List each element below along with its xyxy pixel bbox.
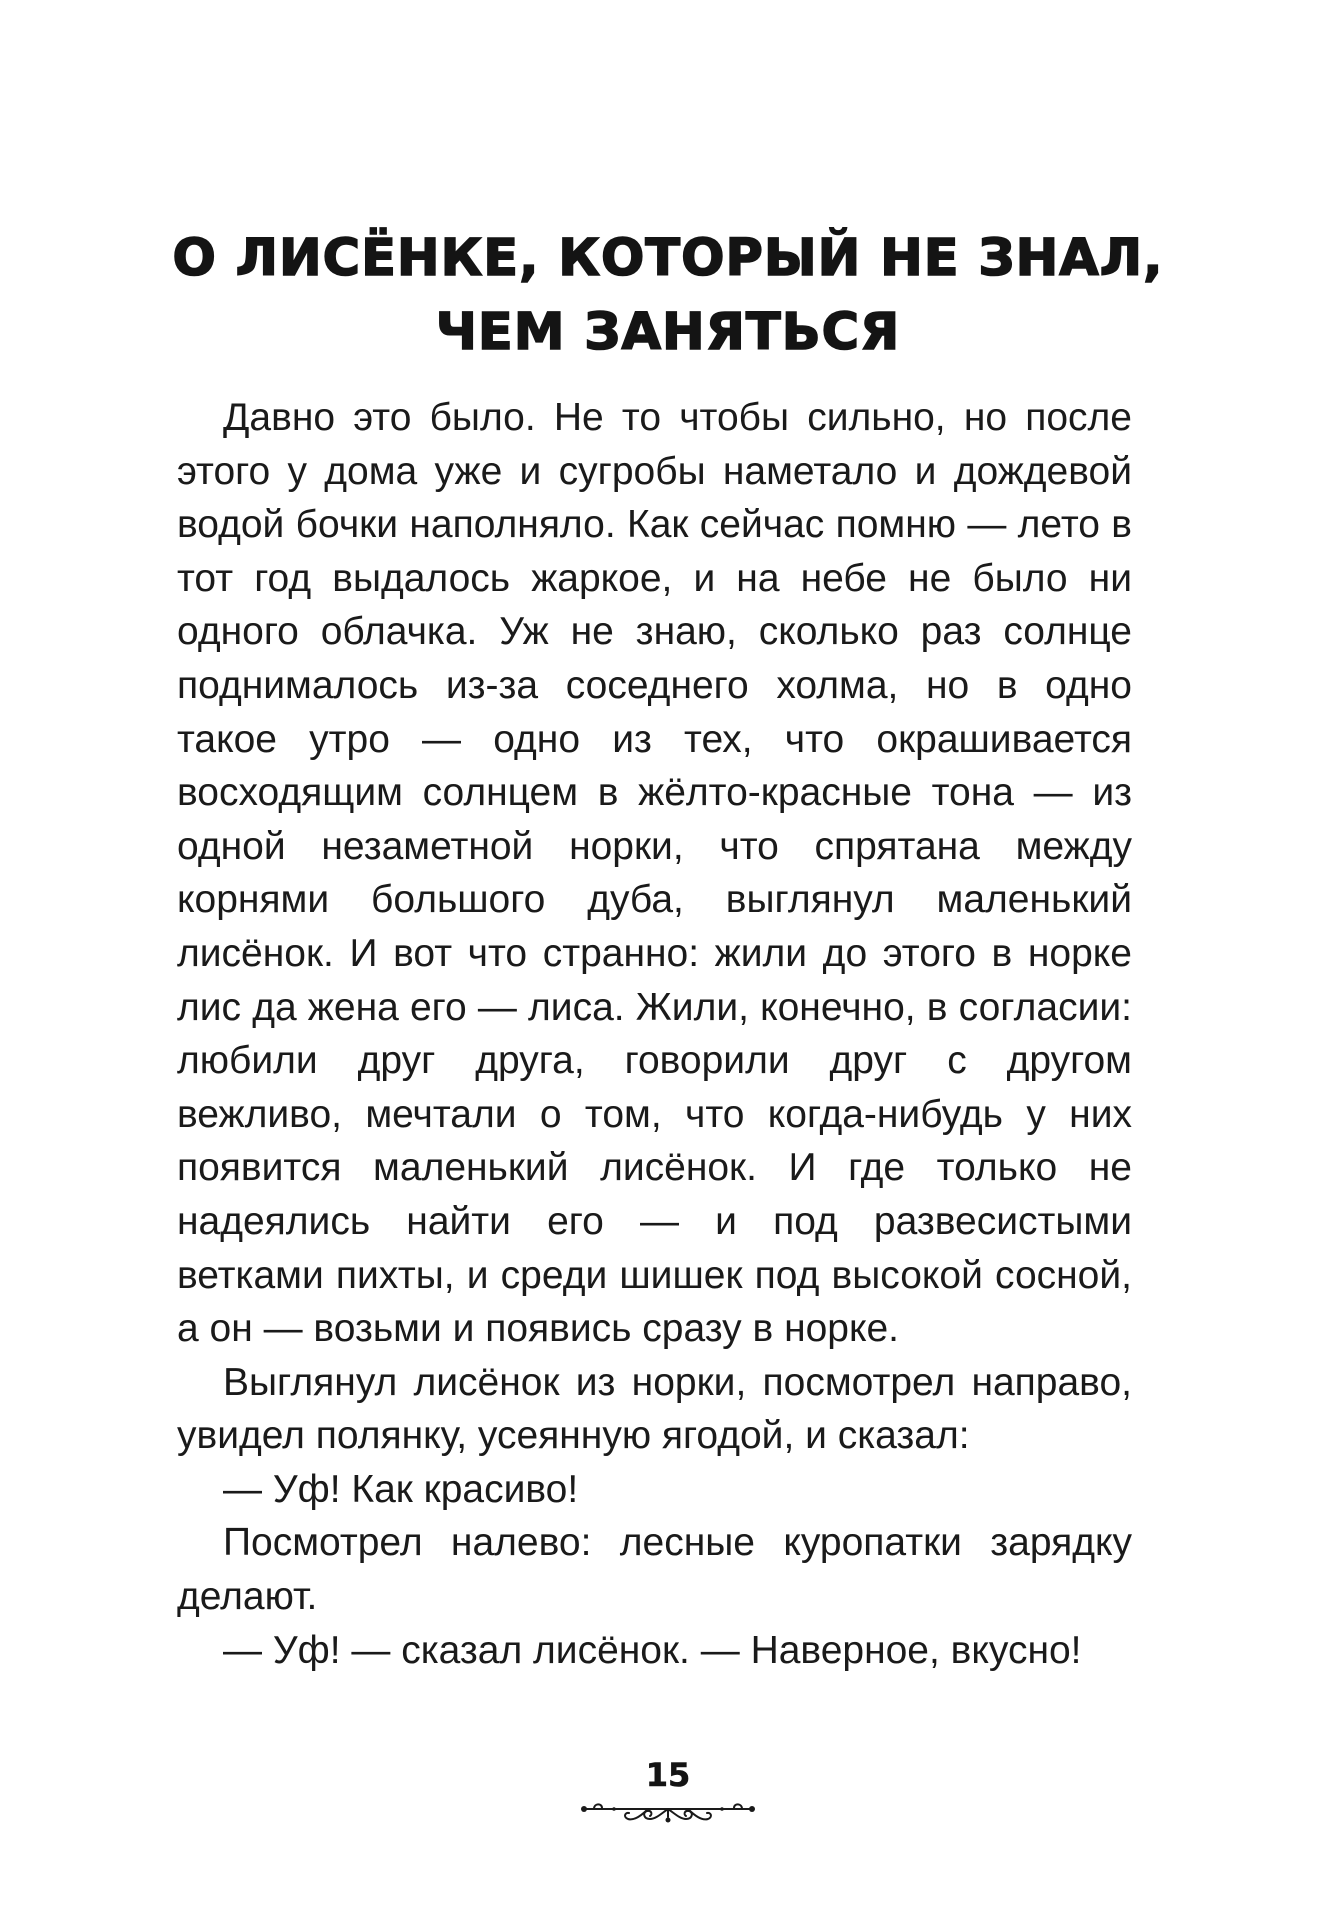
paragraph-4: Посмотрел налево: лесные куропатки зарядку делают.: [177, 1521, 1132, 1619]
page-number: 15: [645, 1756, 691, 1794]
chapter-title-line-1: О ЛИСЁНКЕ, КОТОРЫЙ НЕ ЗНАЛ,: [172, 229, 1164, 288]
flourish-ornament-icon: [578, 1797, 758, 1837]
paragraph-2: Выглянул лисёнок из норки, посмотрел направо, увидел полянку, усеянную ягодой, и сказал:: [177, 1360, 1132, 1458]
paragraph-3-dialogue: — Уф! Как красиво!: [223, 1467, 579, 1511]
chapter-title-line-2: ЧЕМ ЗАНЯТЬСЯ: [435, 303, 901, 362]
chapter-body: [177, 391, 1132, 1677]
chapter-title: [0, 222, 1336, 370]
paragraph-5-dialogue: — Уф! — сказал лисёнок. — Наверное, вкусно!: [223, 1628, 1082, 1672]
paragraph-1: Давно это было. Не то чтобы сильно, но после этого у дома уже и сугробы наметало и дождевой водой бочки наполняло. Как сейчас помню — лето в тот год выдалось жаркое, и на небе не было ни одного облачка. Уж не знаю, сколько раз солнце поднималось из-за соседнего холма, но в одно такое утро — одно из тех, что окрашивается восходящим солнцем в жёлто-красные тона — из одной незаметной норки, что спрятана между корнями большого дуба, выглянул маленький лисёнок. И вот что странно: жили до этого в норке лис да жена его — лиса. Жили, конечно, в согласии: любили друг друга, говорили друг с другом вежливо, мечтали о том, что когда-нибудь у них появится маленький лисёнок. И где только не надеялись найти его — и под развесистыми ветками пихты, и среди шишек под высокой сосной, а он — возьми и появись сразу в норке.: [177, 396, 1132, 1351]
